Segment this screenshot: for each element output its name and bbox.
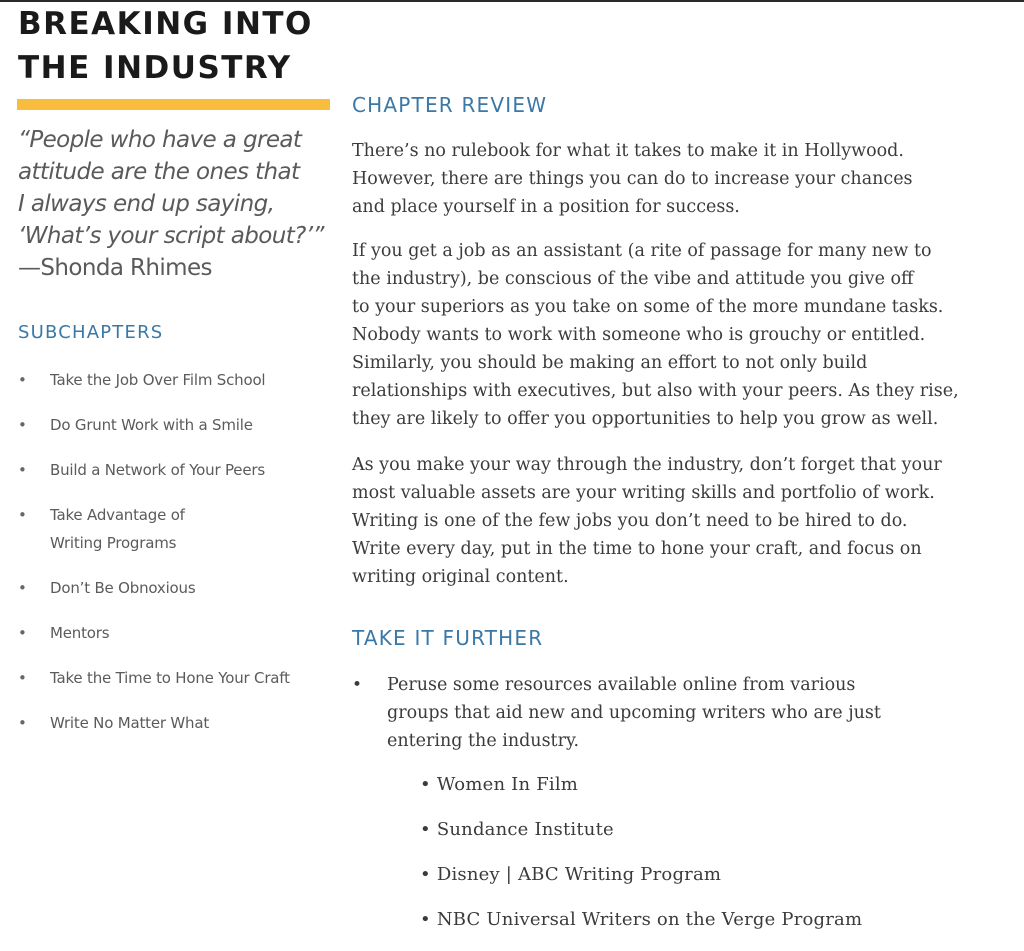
resource-bullet: • [420, 864, 431, 885]
subchapter-item-build-a-network-of-your-peers[interactable] [18, 456, 338, 484]
bullet-line: entering the industry. [387, 731, 580, 751]
subchapter-item-label: • Take the Job Over Film School [50, 371, 266, 389]
paragraph-line: Nobody wants to work with someone who is grouchy or entitled. [352, 325, 926, 345]
resource-item-sundance-institute[interactable] [420, 816, 862, 844]
quote-line: “People who have a great [18, 127, 302, 153]
resource-label: Women In Film [436, 774, 579, 795]
subchapter-item-label: • Write No Matter What [50, 714, 210, 732]
subchapter-item-label: • Do Grunt Work with a Smile [50, 416, 253, 434]
bullet-line: groups that aid new and upcoming writers who are just [387, 703, 881, 723]
subchapter-item-label: • Take the Time to Hone Your Craft [50, 669, 290, 687]
subchapter-item-take-the-job-over-film-school[interactable] [18, 366, 338, 394]
chapter-review-paragraph [352, 237, 1024, 433]
subchapter-list [18, 366, 338, 754]
paragraph-line: most valuable assets are your writing skills and portfolio of work. [352, 483, 935, 503]
subchapter-item-label: • Build a Network of Your Peers [50, 461, 265, 479]
bullet-text [387, 671, 881, 755]
paragraph-line: As you make your way through the industry, don’t forget that your [352, 455, 942, 475]
quote-line: attitude are the ones that [18, 159, 300, 185]
paragraph-line: Writing is one of the few jobs you don’t need to be hired to do. [352, 511, 908, 531]
subchapter-item-take-advantage-of-writing-programs[interactable] [18, 501, 338, 557]
resource-label: Disney | ABC Writing Program [436, 864, 722, 885]
paragraph-line: relationships with executives, but also with your peers. As they rise, [352, 381, 959, 401]
paragraph-line: they are likely to offer you opportunities to help you grow as well. [352, 409, 939, 429]
paragraph-line: writing original content. [352, 567, 569, 587]
subchapters-heading: SUBCHAPTERS [18, 322, 164, 343]
subchapter-item-do-grunt-work-with-a-smile[interactable] [18, 411, 338, 439]
resource-item-women-in-film[interactable] [420, 771, 862, 799]
resource-item-nbc-universal-writers-on-the-verge[interactable] [420, 906, 862, 934]
paragraph-line: Write every day, put in the time to hone your craft, and focus on [352, 539, 922, 559]
resource-label: Sundance Institute [436, 819, 614, 840]
page-title-line: BREAKING INTO [18, 6, 313, 42]
resource-bullet: • [420, 819, 431, 840]
resource-bullet: • [420, 774, 431, 795]
subchapter-item-label: Writing Programs [50, 534, 177, 552]
paragraph-line: and place yourself in a position for success. [352, 197, 740, 217]
quote-attribution: —Shonda Rhimes [18, 255, 212, 281]
bullet-line: Peruse some resources available online from various [387, 675, 856, 695]
subchapter-item-dont-be-obnoxious[interactable] [18, 574, 338, 602]
paragraph-line: the industry), be conscious of the vibe and attitude you give off [352, 269, 914, 289]
pull-quote [18, 124, 338, 284]
resource-bullet: • [420, 909, 431, 930]
paragraph-line: to your superiors as you take on some of the more mundane tasks. [352, 297, 944, 317]
subchapter-item-mentors[interactable] [18, 619, 338, 647]
chapter-review-paragraph [352, 451, 1024, 591]
bullet-dot: • [352, 675, 363, 695]
take-it-further-heading: TAKE IT FURTHER [352, 626, 544, 650]
paragraph-line: Similarly, you should be making an effort to not only build [352, 353, 868, 373]
resource-item-disney-abc-writing-program[interactable] [420, 861, 862, 889]
subchapter-item-take-the-time-to-hone-your-craft[interactable] [18, 664, 338, 692]
chapter-review-paragraph [352, 137, 1024, 221]
paragraph-line: If you get a job as an assistant (a rite of passage for many new to [352, 241, 932, 261]
subchapter-item-write-no-matter-what[interactable] [18, 709, 338, 737]
paragraph-line: There’s no rulebook for what it takes to make it in Hollywood. [352, 141, 904, 161]
quote-line: I always end up saying, [18, 191, 275, 217]
quote-line: ‘What’s your script about?’” [18, 223, 324, 249]
page-title [18, 2, 313, 90]
chapter-review-heading: CHAPTER REVIEW [352, 93, 548, 117]
subchapter-item-label: • Take Advantage of [50, 506, 185, 524]
accent-bar [17, 99, 330, 110]
subchapter-item-label: • Mentors [50, 624, 110, 642]
resource-list [420, 771, 862, 951]
resource-label: NBC Universal Writers on the Verge Program [436, 909, 863, 930]
subchapter-item-label: • Don’t Be Obnoxious [50, 579, 196, 597]
page-title-line: THE INDUSTRY [18, 50, 292, 86]
paragraph-line: However, there are things you can do to increase your chances [352, 169, 913, 189]
